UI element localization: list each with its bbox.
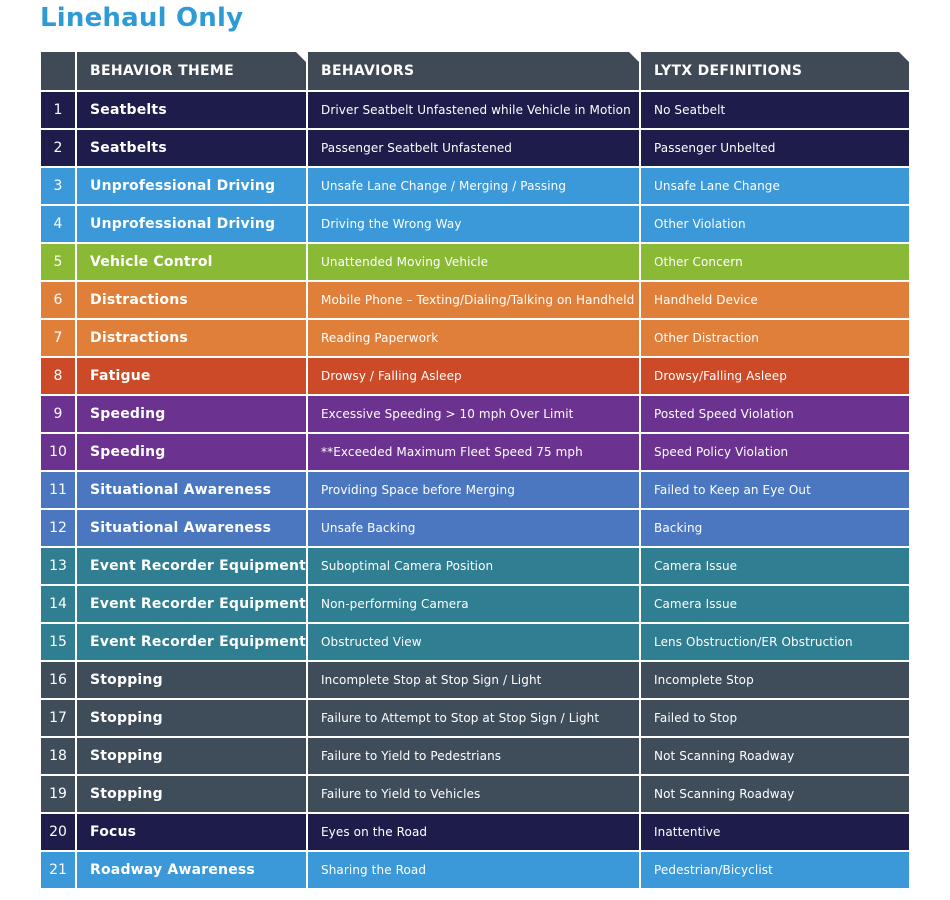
lytx-definition-cell: Passenger Unbelted <box>641 130 909 168</box>
behavior-cell: Excessive Speeding > 10 mph Over Limit <box>308 396 641 434</box>
table-row <box>41 510 909 548</box>
header-behavior-theme: BEHAVIOR THEME <box>77 52 308 92</box>
behavior-theme-cell: Vehicle Control <box>77 244 308 282</box>
behavior-theme-cell: Event Recorder Equipment <box>77 586 308 624</box>
lytx-definition-cell: No Seatbelt <box>641 92 909 130</box>
lytx-definition-cell: Incomplete Stop <box>641 662 909 700</box>
behavior-cell: Reading Paperwork <box>308 320 641 358</box>
lytx-definition-cell: Pedestrian/Bicyclist <box>641 852 909 890</box>
behavior-cell: Failure to Yield to Pedestrians <box>308 738 641 776</box>
lytx-definition-cell: Handheld Device <box>641 282 909 320</box>
behavior-cell: Providing Space before Merging <box>308 472 641 510</box>
behavior-theme-cell: Stopping <box>77 738 308 776</box>
table-row <box>41 358 909 396</box>
table-row <box>41 472 909 510</box>
table-row <box>41 320 909 358</box>
row-number: 1 <box>41 92 77 130</box>
lytx-definition-cell: Lens Obstruction/ER Obstruction <box>641 624 909 662</box>
table-row <box>41 586 909 624</box>
behavior-theme-cell: Distractions <box>77 320 308 358</box>
behavior-theme-cell: Fatigue <box>77 358 308 396</box>
behavior-theme-cell: Focus <box>77 814 308 852</box>
table-row <box>41 434 909 472</box>
lytx-definition-cell: Other Violation <box>641 206 909 244</box>
row-number: 14 <box>41 586 77 624</box>
row-number: 19 <box>41 776 77 814</box>
behavior-theme-cell: Unprofessional Driving <box>77 168 308 206</box>
row-number: 12 <box>41 510 77 548</box>
behavior-cell: **Exceeded Maximum Fleet Speed 75 mph <box>308 434 641 472</box>
header-lytx-definitions: LYTX DEFINITIONS <box>641 52 909 92</box>
behavior-cell: Unsafe Backing <box>308 510 641 548</box>
table-row <box>41 662 909 700</box>
table-row <box>41 396 909 434</box>
lytx-definition-cell: Other Distraction <box>641 320 909 358</box>
row-number: 8 <box>41 358 77 396</box>
behavior-theme-cell: Seatbelts <box>77 130 308 168</box>
lytx-definition-cell: Inattentive <box>641 814 909 852</box>
table-row <box>41 130 909 168</box>
behavior-theme-cell: Roadway Awareness <box>77 852 308 890</box>
page-title: Linehaul Only <box>40 3 244 33</box>
lytx-definition-cell: Speed Policy Violation <box>641 434 909 472</box>
behavior-theme-cell: Situational Awareness <box>77 510 308 548</box>
table-row <box>41 168 909 206</box>
behavior-theme-cell: Event Recorder Equipment <box>77 548 308 586</box>
behavior-cell: Mobile Phone – Texting/Dialing/Talking on Handheld <box>308 282 641 320</box>
table-row <box>41 624 909 662</box>
table-row <box>41 548 909 586</box>
lytx-definition-cell: Camera Issue <box>641 548 909 586</box>
row-number: 4 <box>41 206 77 244</box>
behavior-cell: Passenger Seatbelt Unfastened <box>308 130 641 168</box>
row-number: 16 <box>41 662 77 700</box>
behavior-cell: Suboptimal Camera Position <box>308 548 641 586</box>
table-row <box>41 92 909 130</box>
table-row <box>41 852 909 890</box>
lytx-definition-cell: Failed to Keep an Eye Out <box>641 472 909 510</box>
lytx-definition-cell: Not Scanning Roadway <box>641 738 909 776</box>
behavior-theme-cell: Situational Awareness <box>77 472 308 510</box>
table-row <box>41 738 909 776</box>
header-behaviors: BEHAVIORS <box>308 52 641 92</box>
table-row <box>41 244 909 282</box>
row-number: 7 <box>41 320 77 358</box>
row-number: 15 <box>41 624 77 662</box>
behavior-cell: Driver Seatbelt Unfastened while Vehicle in Motion <box>308 92 641 130</box>
behavior-cell: Obstructed View <box>308 624 641 662</box>
behavior-cell: Failure to Yield to Vehicles <box>308 776 641 814</box>
lytx-definition-cell: Not Scanning Roadway <box>641 776 909 814</box>
row-number: 21 <box>41 852 77 890</box>
behavior-cell: Eyes on the Road <box>308 814 641 852</box>
behavior-cell: Drowsy / Falling Asleep <box>308 358 641 396</box>
behavior-theme-cell: Stopping <box>77 776 308 814</box>
row-number: 10 <box>41 434 77 472</box>
row-number: 11 <box>41 472 77 510</box>
row-number: 6 <box>41 282 77 320</box>
table-row <box>41 282 909 320</box>
row-number: 17 <box>41 700 77 738</box>
row-number: 18 <box>41 738 77 776</box>
lytx-definition-cell: Posted Speed Violation <box>641 396 909 434</box>
behavior-cell: Sharing the Road <box>308 852 641 890</box>
behavior-theme-cell: Event Recorder Equipment <box>77 624 308 662</box>
row-number: 5 <box>41 244 77 282</box>
row-number: 13 <box>41 548 77 586</box>
behavior-theme-cell: Seatbelts <box>77 92 308 130</box>
row-number: 2 <box>41 130 77 168</box>
row-number: 9 <box>41 396 77 434</box>
table-row <box>41 776 909 814</box>
lytx-definition-cell: Backing <box>641 510 909 548</box>
behavior-theme-cell: Unprofessional Driving <box>77 206 308 244</box>
behavior-theme-cell: Speeding <box>77 396 308 434</box>
lytx-definition-cell: Failed to Stop <box>641 700 909 738</box>
behavior-cell: Failure to Attempt to Stop at Stop Sign / Light <box>308 700 641 738</box>
behavior-cell: Unsafe Lane Change / Merging / Passing <box>308 168 641 206</box>
behavior-theme-cell: Distractions <box>77 282 308 320</box>
lytx-definition-cell: Unsafe Lane Change <box>641 168 909 206</box>
lytx-definition-cell: Drowsy/Falling Asleep <box>641 358 909 396</box>
behavior-cell: Driving the Wrong Way <box>308 206 641 244</box>
behavior-table <box>41 52 909 890</box>
table-header-row <box>41 52 909 92</box>
behavior-theme-cell: Stopping <box>77 700 308 738</box>
table-body <box>41 92 909 890</box>
behavior-theme-cell: Stopping <box>77 662 308 700</box>
behavior-theme-cell: Speeding <box>77 434 308 472</box>
table-row <box>41 814 909 852</box>
lytx-definition-cell: Camera Issue <box>641 586 909 624</box>
behavior-cell: Incomplete Stop at Stop Sign / Light <box>308 662 641 700</box>
lytx-definition-cell: Other Concern <box>641 244 909 282</box>
row-number: 3 <box>41 168 77 206</box>
behavior-cell: Non-performing Camera <box>308 586 641 624</box>
table-row <box>41 206 909 244</box>
row-number: 20 <box>41 814 77 852</box>
behavior-cell: Unattended Moving Vehicle <box>308 244 641 282</box>
table-row <box>41 700 909 738</box>
header-number <box>41 52 77 92</box>
